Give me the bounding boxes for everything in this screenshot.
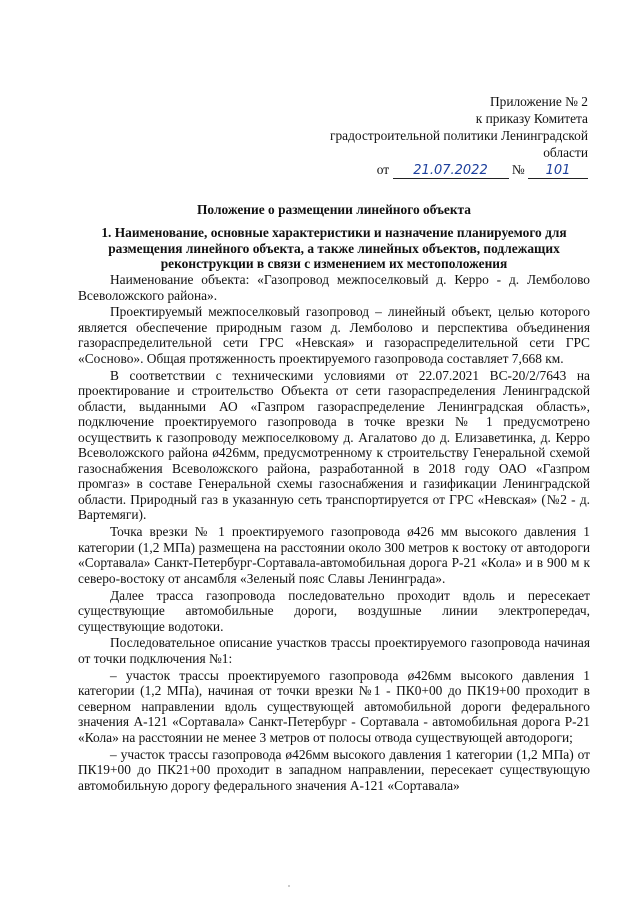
handwritten-number: 101 [528,163,588,179]
appendix-header [258,93,588,179]
paragraph: Последовательное описание участков трассы проектируемого газопровода начиная от точки подключения №1: [78,635,590,666]
paragraph: Наименование объекта: «Газопровод межпоселковый д. Керро - д. Лемболово Всеволожского района». [78,272,590,303]
section-heading: 1. Наименование, основные характеристики и назначение планируемого для размещения линейного объекта, а также линейных объектов, подлежащих реконструкции в связи с изменением их местоположения [101,225,567,272]
handwritten-date: 21.07.2022 [393,163,509,179]
paragraph: Проектируемый межпоселковый газопровод – линейный объект, целью которого является обеспечение природным газом д. Лемболово и перспектива объединения газораспределительной сети ГРС «Невская» и газораспределительной сети ГРС «Сосново». Общая протяженность проектируемого газопровода составляет 7,668 км. [78,304,590,366]
number-label: № [511,162,525,177]
paragraph: – участок трассы проектируемого газопровода ø426мм высокого давления 1 категории (1,2 МПа), начиная от точки врезки №1 - ПК0+00 до ПК19+00 проходит в северном направлении вдоль существующей автомобильной дороги федерального значения А-121 «Сортавала» Санкт-Петербург - Сортавала - автомобильная дорога Р-21 «Кола» на расстоянии не менее 3 метров от полосы отвода существующей автодороги; [78,667,590,745]
committee-name: градостроительной политики Ленинградской [329,128,588,143]
order-reference: к приказу Комитета [475,111,588,126]
paragraph: Точка врезки № 1 проектируемого газопровода ø426 мм высокого давления 1 категории (1,2 МПа) размещена на расстоянии около 300 метров к востоку от автодороги «Сортавала» Санкт-Петербург-Сортавала-автомобильная дорога Р-21 «Кола» и в 900 м к северо-востоку от ансамбля «Зеленый пояс Славы Ленинграда». [78,524,590,586]
order-date-number-line [258,161,588,179]
paragraph: Далее трасса газопровода последовательно проходит вдоль и пересекает существующие автомобильные дороги, воздушные линии электропередач, существующие водотоки. [78,587,590,634]
paragraph: – участок трассы газопровода ø426мм высокого давления 1 категории (1,2 МПа) от ПК19+00 до ПК21+00 проходит в западном направлении, пересекает существующую автомобильную дорогу федерального значения А-121 «Сортавала» [78,746,590,793]
document-title: Положение о размещении линейного объекта [197,202,471,217]
from-label: от [376,162,390,177]
appendix-number: Приложение № 2 [489,94,588,109]
committee-region: области [543,145,588,160]
page-mark [288,885,290,887]
document-body [78,272,590,795]
paragraph: В соответствии с техническими условиями от 22.07.2021 ВС-20/2/7643 на проектирование и строительство Объекта от сети газораспределения Ленинградской области, выданными АО «Газпром газораспределение Ленинградская область», подключение проектируемого газопровода в точке врезки № 1 предусмотрено осуществить к газопроводу межпоселковому д. Агалатово до д. Елизаветинка, д. Керро Всеволожского района ø426мм, предусмотренному к строительству Генеральной схемой газоснабжения Всеволожского района, разработанной в 2018 году ОАО «Газпром промгаз» в составе Генеральной схемы газоснабжения и газификации Ленинградской области. Природный газ в указанную сеть транспортируется от ГРС «Невская» (№2 - д. Вартемяги). [78,367,590,523]
